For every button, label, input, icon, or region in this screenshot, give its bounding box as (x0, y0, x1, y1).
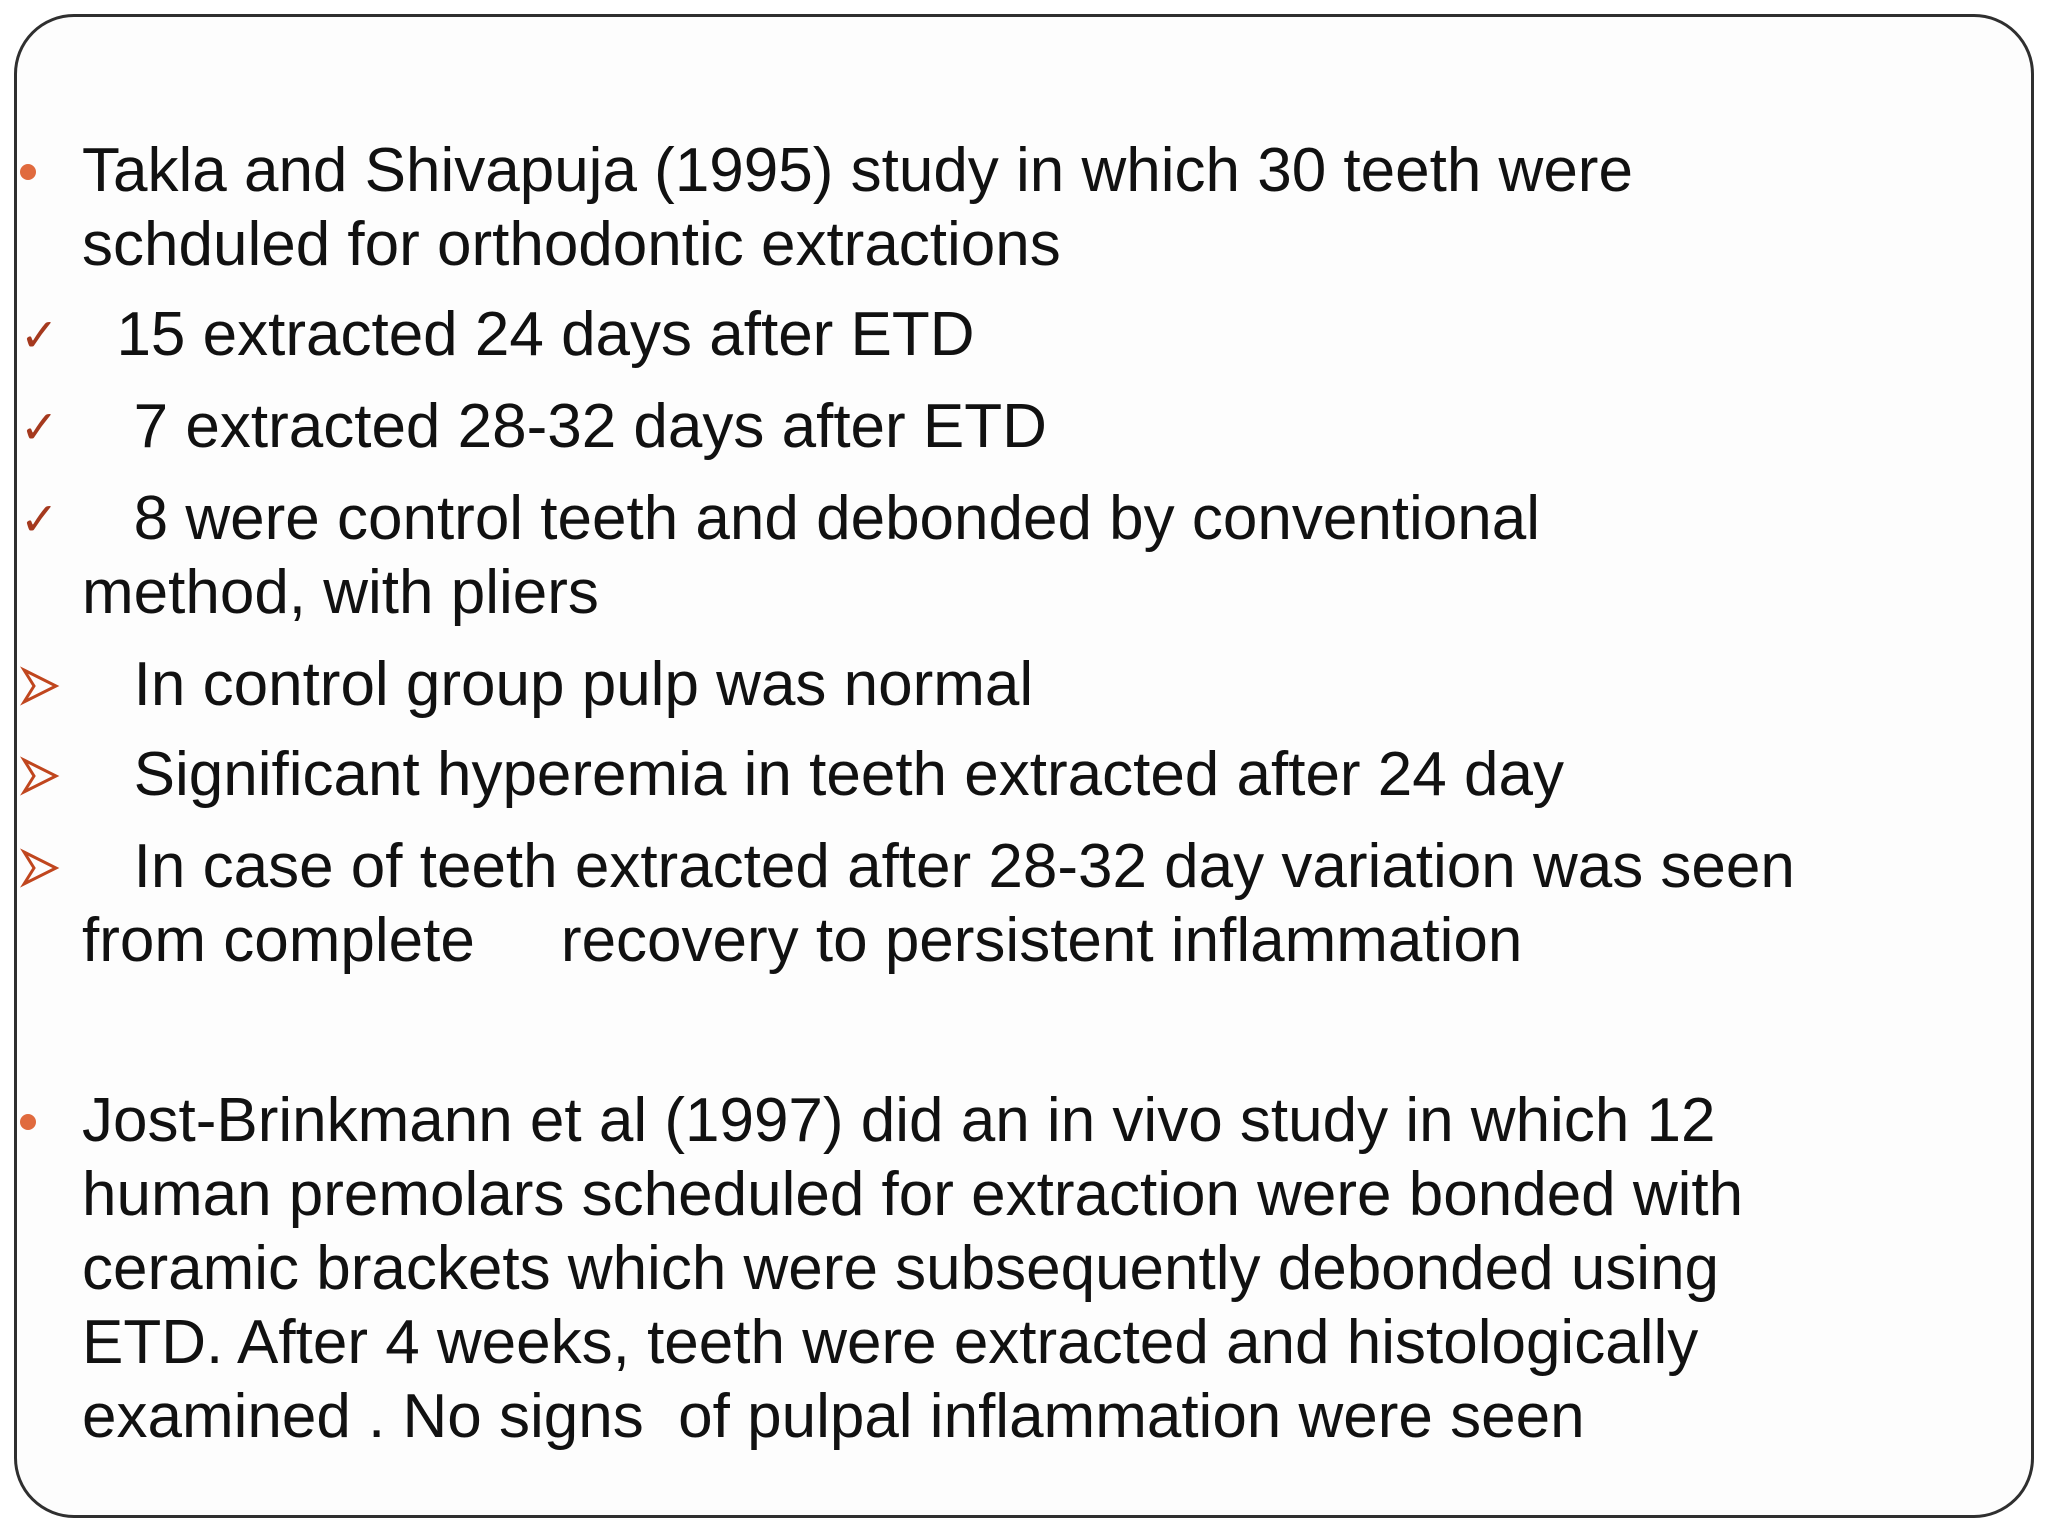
bullet-text: In control group pulp was normal (82, 650, 1034, 719)
bullet-dot-icon (20, 1114, 36, 1130)
bullet-text: examined . No signs of pulpal inflammation were seen (82, 1382, 1585, 1451)
bullet-text: 8 were control teeth and debonded by conventional (82, 484, 1541, 553)
bullet-text: method, with pliers (82, 558, 599, 627)
bullet-text: schduled for orthodontic extractions (82, 210, 1061, 279)
checkmark-icon: ✓ (20, 308, 59, 362)
bullet-text: ceramic brackets which were subsequently debonded using (82, 1234, 1720, 1303)
arrow-bullet-icon (20, 756, 60, 796)
arrow-bullet-icon (20, 848, 60, 888)
bullet-text: Takla and Shivapuja (1995) study in which 30 teeth were (82, 136, 1633, 205)
bullet-text: In case of teeth extracted after 28-32 day variation was seen (82, 832, 1795, 901)
bullet-text: Significant hyperemia in teeth extracted after 24 day (82, 740, 1564, 809)
bullet-text: human premolars scheduled for extraction were bonded with (82, 1160, 1744, 1229)
bullet-text: 15 extracted 24 days after ETD (82, 300, 975, 369)
checkmark-icon: ✓ (20, 492, 59, 546)
bullet-dot-icon (20, 164, 36, 180)
arrow-bullet-icon (20, 666, 60, 706)
bullet-text: Jost-Brinkmann et al (1997) did an in vivo study in which 12 (82, 1086, 1716, 1155)
bullet-text: from complete recovery to persistent inflammation (82, 906, 1523, 975)
checkmark-icon: ✓ (20, 400, 59, 454)
bullet-text: ETD. After 4 weeks, teeth were extracted and histologically (82, 1308, 1699, 1377)
bullet-text: 7 extracted 28-32 days after ETD (82, 392, 1047, 461)
